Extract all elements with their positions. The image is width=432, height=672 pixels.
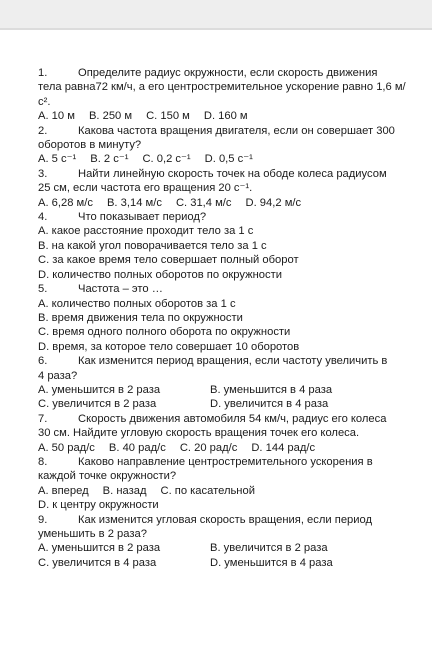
question-list [38,66,410,570]
answer-option-c: С. 31,4 м/с [175,196,232,209]
answer-option-b: В. время движения тела по окружности [38,311,243,324]
answer-option-d: D. увеличится в 4 раза [210,398,329,411]
answer-options [38,441,410,455]
answer-option-b: В. 250 м [88,110,133,123]
question-number: 8. [38,455,48,468]
answer-option-b: В. увеличится в 2 раза [210,542,328,555]
question-number: 7. [38,412,48,425]
answer-options [38,556,410,570]
answer-option-b: В. назад [102,484,147,497]
answer-option-a: А. 5 с⁻¹ [38,153,77,166]
question-9 [38,513,410,571]
question-text: Скорость движения автомобиля 54 км/ч, радиус его колеса [78,412,387,425]
answer-options [38,196,410,210]
question-number: 1. [38,67,48,79]
answer-options [38,383,410,397]
question-text-continued: оборотов в минуту? [38,139,142,152]
question-4 [38,210,410,282]
answer-option-b: В. 2 с⁻¹ [90,153,129,166]
answer-option-d: D. 144 рад/с [251,441,316,454]
question-text-continued: каждой точке окружности? [38,470,177,483]
answer-option-d: D. уменьшится в 4 раза [210,556,333,569]
answer-option-c: С. за какое время тело совершает полный оборот [38,254,299,267]
question-text: Как изменится угловая скорость вращения, если период [78,513,373,526]
answer-option-c: С. 150 м [146,110,190,123]
question-text: Как изменится период вращения, если частоту увеличить в [78,355,388,368]
question-number: 9. [38,513,48,526]
answer-option-c: С. 0,2 с⁻¹ [142,153,191,166]
answer-options [38,109,410,123]
question-text-continued: 30 см. Найдите угловую скорость вращения точек его колеса. [38,427,360,440]
answer-option-c: С. 20 рад/с [179,441,238,454]
answer-option-a: А. уменьшится в 2 раза [38,542,161,555]
question-number: 3. [38,167,48,180]
answer-option-d: D. к центру окружности [38,499,159,512]
answer-options [38,397,410,411]
answer-option-a: А. какое расстояние проходит тело за 1 с [38,225,254,238]
answer-option-d: D. 160 м [203,110,248,123]
answer-option-c: С. увеличится в 4 раза [38,556,157,569]
answer-option-b: В. 40 рад/с [108,441,166,454]
answer-option-a: А. количество полных оборотов за 1 с [38,297,236,310]
answer-option-b: В. 3,14 м/с [106,196,162,209]
question-1 [38,66,410,124]
question-text: Каково направление центростремительного ускорения в [78,455,373,468]
top-bar [0,0,432,28]
question-text: Частота – это … [78,283,163,296]
answer-option-d: D. время, за которое тело совершает 10 оборотов [38,340,300,353]
answer-option-c: С. по касательной [160,484,255,497]
answer-options [38,152,410,166]
answer-options [38,297,410,355]
question-text: Определите радиус окружности, если скорость движения [78,67,378,79]
answer-option-a: А. 50 рад/с [38,441,95,454]
question-6 [38,354,410,412]
question-text: Что показывает период? [78,211,207,224]
question-5 [38,282,410,354]
answer-option-c: С. увеличится в 2 раза [38,398,157,411]
question-number: 6. [38,355,48,368]
answer-options [38,541,410,555]
answer-option-d: D. 94,2 м/с [245,196,302,209]
answer-option-a: А. 10 м [38,110,75,123]
answer-options [38,484,410,513]
answer-option-b: В. на какой угол поворачивается тело за 1 с [38,239,267,252]
question-text: Найти линейную скорость точек на ободе колеса радиусом [78,167,387,180]
document-page [0,30,432,672]
answer-option-a: А. уменьшится в 2 раза [38,383,161,396]
question-text: Какова частота вращения двигателя, если он совершает 300 [78,124,395,137]
answer-option-d: D. 0,5 с⁻¹ [204,153,253,166]
question-8 [38,455,410,513]
answer-option-a: А. 6,28 м/с [38,196,93,209]
question-number: 5. [38,283,48,296]
answer-option-d: D. количество полных оборотов по окружности [38,268,282,281]
answer-options [38,224,410,282]
question-2 [38,124,410,167]
question-text-continued: 25 см, если частота его вращения 20 с⁻¹. [38,182,253,195]
question-3 [38,167,410,210]
question-number: 4. [38,211,48,224]
question-number: 2. [38,124,48,137]
answer-option-c: С. время одного полного оборота по окружности [38,326,291,339]
answer-option-b: В. уменьшится в 4 раза [210,383,333,396]
question-text-continued: уменьшить в 2 раза? [38,528,147,540]
question-7 [38,412,410,455]
answer-option-a: А. вперед [38,484,89,497]
question-text-continued: тела равна72 км/ч, а его центростремительное ускорение равно 1,6 м/с². [38,81,406,108]
question-text-continued: 4 раза? [38,369,78,382]
